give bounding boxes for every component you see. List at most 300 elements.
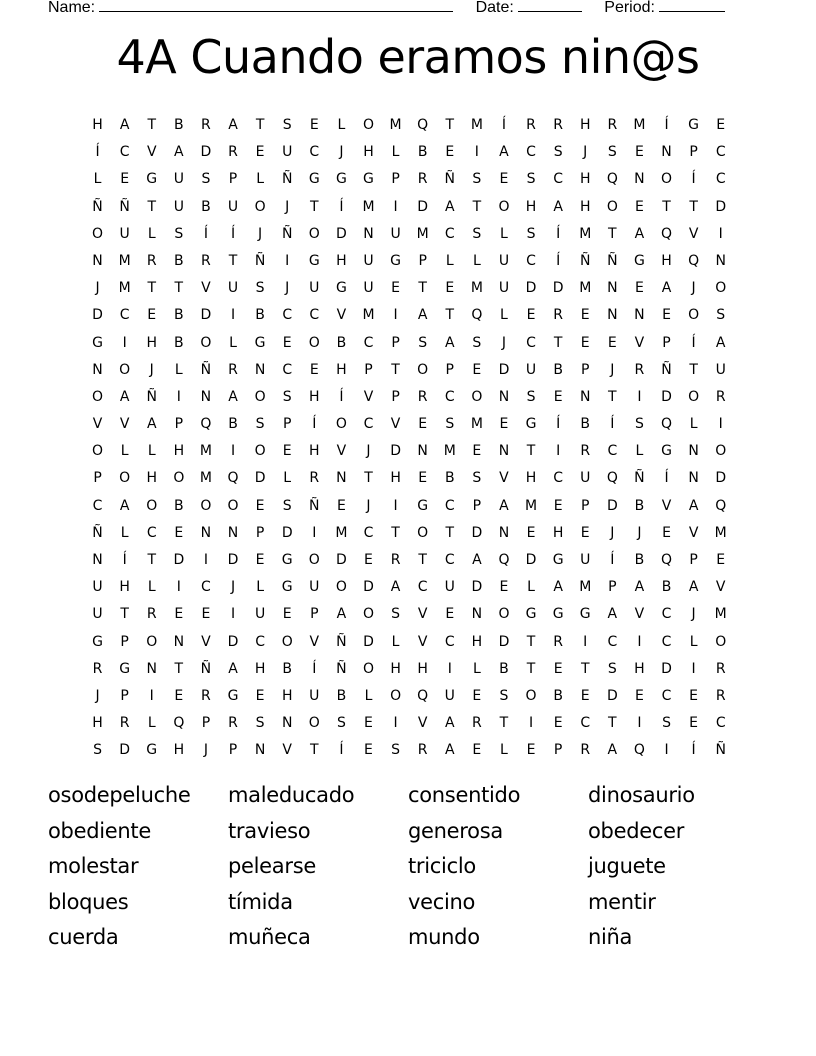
grid-cell[interactable]: E <box>553 497 563 514</box>
grid-cell[interactable]: E <box>499 171 509 188</box>
grid-cell[interactable]: H <box>390 660 401 677</box>
grid-cell[interactable]: V <box>417 606 428 623</box>
grid-cell[interactable]: T <box>526 633 536 650</box>
grid-cell[interactable]: U <box>92 579 103 596</box>
grid-cell[interactable]: Í <box>556 416 561 433</box>
grid-cell[interactable]: Q <box>606 171 618 188</box>
grid-cell[interactable]: C <box>661 687 672 704</box>
grid-cell[interactable]: B <box>336 687 347 704</box>
grid-cell[interactable]: O <box>308 552 320 568</box>
grid-cell[interactable]: Í <box>556 225 561 242</box>
grid-cell[interactable]: E <box>634 198 644 215</box>
grid-cell[interactable]: G <box>390 252 401 269</box>
grid-cell[interactable]: R <box>146 252 157 269</box>
grid-cell[interactable]: O <box>308 715 320 732</box>
grid-cell[interactable]: S <box>255 280 265 297</box>
grid-cell[interactable]: Ñ <box>281 225 293 242</box>
grid-cell[interactable]: E <box>391 280 400 297</box>
grid-cell[interactable]: H <box>119 579 130 596</box>
grid-cell[interactable]: I <box>718 416 723 433</box>
grid-cell[interactable]: B <box>282 660 292 677</box>
grid-cell[interactable]: T <box>255 117 265 133</box>
grid-cell[interactable]: U <box>363 252 374 269</box>
grid-cell[interactable]: U <box>227 280 239 297</box>
grid-cell[interactable]: U <box>444 579 455 596</box>
grid-cell[interactable]: Q <box>661 416 673 433</box>
grid-cell[interactable]: P <box>418 252 427 269</box>
grid-cell[interactable]: E <box>255 144 265 161</box>
grid-cell[interactable]: Ñ <box>119 198 130 215</box>
grid-cell[interactable]: A <box>499 497 509 514</box>
grid-cell[interactable]: Í <box>556 252 561 269</box>
grid-cell[interactable]: T <box>120 606 129 623</box>
grid-cell[interactable]: U <box>390 225 401 242</box>
grid-cell[interactable]: U <box>173 171 184 188</box>
grid-cell[interactable]: C <box>417 579 428 596</box>
grid-cell[interactable]: E <box>364 552 373 568</box>
grid-cell[interactable]: G <box>525 606 537 623</box>
grid-cell[interactable]: T <box>445 524 455 541</box>
grid-cell[interactable]: T <box>310 198 319 215</box>
grid-cell[interactable]: I <box>718 225 723 242</box>
grid-cell[interactable]: L <box>147 715 156 732</box>
grid-cell[interactable]: Q <box>471 307 483 324</box>
grid-cell[interactable]: C <box>363 524 374 541</box>
grid-cell[interactable]: T <box>147 280 157 297</box>
grid-cell[interactable]: D <box>336 552 347 568</box>
grid-cell[interactable]: I <box>474 144 479 161</box>
grid-cell[interactable]: E <box>472 742 482 759</box>
grid-cell[interactable]: E <box>526 742 536 759</box>
grid-cell[interactable]: N <box>607 280 618 297</box>
grid-cell[interactable]: E <box>174 606 184 623</box>
grid-cell[interactable]: E <box>201 606 211 623</box>
grid-cell[interactable]: O <box>254 388 266 405</box>
grid-cell[interactable]: D <box>227 633 239 650</box>
grid-cell[interactable]: D <box>525 280 537 297</box>
grid-cell[interactable]: I <box>203 552 208 568</box>
grid-cell[interactable]: J <box>501 334 507 351</box>
grid-cell[interactable]: H <box>281 687 293 704</box>
grid-cell[interactable]: A <box>499 144 509 161</box>
grid-cell[interactable]: M <box>416 225 429 242</box>
grid-cell[interactable]: Í <box>312 660 317 677</box>
grid-cell[interactable]: Í <box>339 742 344 759</box>
name-field-line[interactable] <box>99 0 453 12</box>
grid-cell[interactable]: A <box>444 742 455 759</box>
grid-cell[interactable]: H <box>525 470 537 487</box>
grid-cell[interactable]: P <box>228 171 238 188</box>
grid-cell[interactable]: M <box>579 579 592 596</box>
grid-cell[interactable]: E <box>580 524 590 541</box>
grid-cell[interactable]: O <box>308 334 320 351</box>
grid-cell[interactable]: E <box>255 552 265 568</box>
grid-cell[interactable]: L <box>120 524 129 541</box>
grid-cell[interactable]: B <box>174 117 184 133</box>
grid-cell[interactable]: R <box>201 252 211 269</box>
grid-cell[interactable]: M <box>118 280 131 297</box>
grid-cell[interactable]: O <box>200 334 212 351</box>
grid-cell[interactable]: V <box>634 334 645 351</box>
grid-cell[interactable]: Ñ <box>146 388 157 405</box>
grid-cell[interactable]: H <box>173 742 185 759</box>
grid-cell[interactable]: H <box>336 252 347 269</box>
grid-cell[interactable]: N <box>417 443 428 460</box>
grid-cell[interactable]: Ñ <box>309 497 320 514</box>
grid-cell[interactable]: S <box>662 715 671 732</box>
grid-cell[interactable]: I <box>528 715 534 732</box>
grid-cell[interactable]: E <box>526 307 536 324</box>
grid-cell[interactable]: C <box>255 633 265 650</box>
grid-cell[interactable]: L <box>500 225 508 242</box>
grid-cell[interactable]: Q <box>200 416 212 433</box>
grid-cell[interactable]: S <box>255 715 265 732</box>
grid-cell[interactable]: V <box>688 524 699 541</box>
grid-cell[interactable]: E <box>634 687 644 704</box>
grid-cell[interactable]: T <box>147 117 157 133</box>
grid-cell[interactable]: T <box>364 470 373 487</box>
grid-cell[interactable]: Í <box>501 117 507 133</box>
grid-cell[interactable]: A <box>444 198 455 215</box>
grid-cell[interactable]: T <box>228 252 238 269</box>
grid-cell[interactable]: P <box>282 416 292 433</box>
grid-cell[interactable]: V <box>92 416 103 433</box>
grid-cell[interactable]: P <box>553 742 563 759</box>
grid-cell[interactable]: T <box>445 117 455 133</box>
grid-cell[interactable]: T <box>608 715 617 732</box>
grid-cell[interactable]: U <box>580 552 591 568</box>
grid-cell[interactable]: V <box>499 470 509 487</box>
grid-cell[interactable]: A <box>228 660 238 677</box>
grid-cell[interactable]: U <box>227 198 239 215</box>
grid-cell[interactable]: Q <box>661 552 673 568</box>
grid-cell[interactable]: N <box>634 171 645 188</box>
grid-cell[interactable]: R <box>228 144 238 161</box>
grid-cell[interactable]: V <box>661 497 672 514</box>
grid-cell[interactable]: A <box>228 388 238 405</box>
period-field-line[interactable] <box>659 0 725 12</box>
grid-cell[interactable]: M <box>389 117 402 133</box>
grid-cell[interactable]: R <box>417 742 428 759</box>
grid-cell[interactable]: O <box>254 198 266 215</box>
grid-cell[interactable]: O <box>254 443 266 460</box>
grid-cell[interactable]: Ñ <box>715 742 726 759</box>
grid-cell[interactable]: E <box>282 443 292 460</box>
grid-cell[interactable]: P <box>608 579 617 596</box>
grid-cell[interactable]: Ñ <box>200 361 212 378</box>
grid-cell[interactable]: O <box>92 443 104 460</box>
grid-cell[interactable]: S <box>201 171 211 188</box>
grid-cell[interactable]: O <box>390 687 402 704</box>
grid-cell[interactable]: J <box>366 497 371 514</box>
grid-cell[interactable]: I <box>176 388 181 405</box>
grid-cell[interactable]: C <box>146 524 157 541</box>
grid-cell[interactable]: C <box>715 715 726 732</box>
grid-cell[interactable]: L <box>472 660 481 677</box>
grid-cell[interactable]: E <box>309 117 319 133</box>
grid-cell[interactable]: M <box>362 198 375 215</box>
grid-cell[interactable]: Q <box>606 470 618 487</box>
grid-cell[interactable]: O <box>281 633 293 650</box>
grid-cell[interactable]: N <box>688 470 699 487</box>
grid-cell[interactable]: Ñ <box>200 660 212 677</box>
grid-cell[interactable]: A <box>146 416 157 433</box>
grid-cell[interactable]: G <box>308 171 320 188</box>
grid-cell[interactable]: H <box>634 660 645 677</box>
grid-cell[interactable]: M <box>714 606 727 623</box>
grid-cell[interactable]: A <box>390 579 401 596</box>
grid-cell[interactable]: T <box>499 715 509 732</box>
grid-cell[interactable]: R <box>607 117 618 133</box>
grid-cell[interactable]: D <box>200 307 212 324</box>
grid-cell[interactable]: T <box>553 334 563 351</box>
grid-cell[interactable]: T <box>418 280 427 297</box>
grid-cell[interactable]: D <box>173 552 185 568</box>
grid-cell[interactable]: C <box>526 334 536 351</box>
grid-cell[interactable]: V <box>634 606 645 623</box>
grid-cell[interactable]: D <box>661 388 672 405</box>
grid-cell[interactable]: C <box>119 144 130 161</box>
grid-cell[interactable]: R <box>417 171 428 188</box>
grid-cell[interactable]: R <box>309 470 320 487</box>
grid-cell[interactable]: A <box>553 198 563 215</box>
grid-cell[interactable]: D <box>281 524 293 541</box>
grid-cell[interactable]: G <box>146 742 158 759</box>
grid-cell[interactable]: T <box>662 198 671 215</box>
grid-cell[interactable]: D <box>552 280 564 297</box>
grid-cell[interactable]: S <box>472 334 482 351</box>
grid-cell[interactable]: L <box>93 171 102 188</box>
grid-cell[interactable]: Í <box>203 225 208 242</box>
grid-cell[interactable]: G <box>335 280 347 297</box>
grid-cell[interactable]: Í <box>230 225 236 242</box>
grid-cell[interactable]: A <box>417 307 428 324</box>
grid-cell[interactable]: D <box>606 497 618 514</box>
grid-cell[interactable]: L <box>147 579 156 596</box>
grid-cell[interactable]: Q <box>417 117 429 133</box>
grid-cell[interactable]: P <box>472 497 482 514</box>
grid-cell[interactable]: U <box>498 280 510 297</box>
grid-cell[interactable]: R <box>92 660 103 677</box>
grid-cell[interactable]: E <box>689 715 699 732</box>
grid-cell[interactable]: O <box>715 280 727 297</box>
grid-cell[interactable]: V <box>390 416 401 433</box>
grid-cell[interactable]: C <box>661 633 672 650</box>
grid-cell[interactable]: M <box>470 117 483 133</box>
grid-cell[interactable]: L <box>147 443 156 460</box>
grid-cell[interactable]: B <box>661 579 672 596</box>
grid-cell[interactable]: D <box>715 198 727 215</box>
grid-cell[interactable]: E <box>147 307 157 324</box>
grid-cell[interactable]: S <box>93 742 102 759</box>
grid-cell[interactable]: G <box>281 579 293 596</box>
grid-cell[interactable]: S <box>391 606 401 623</box>
grid-cell[interactable]: L <box>120 443 129 460</box>
grid-cell[interactable]: B <box>634 497 645 514</box>
grid-cell[interactable]: E <box>553 660 563 677</box>
grid-cell[interactable]: N <box>471 606 483 623</box>
grid-cell[interactable]: P <box>581 497 590 514</box>
grid-cell[interactable]: Ñ <box>661 361 672 378</box>
grid-cell[interactable]: N <box>92 552 103 568</box>
grid-cell[interactable]: I <box>393 497 398 514</box>
grid-cell[interactable]: O <box>362 117 374 133</box>
grid-cell[interactable]: Í <box>339 198 344 215</box>
grid-cell[interactable]: M <box>579 225 592 242</box>
grid-cell[interactable]: E <box>716 552 726 568</box>
grid-cell[interactable]: S <box>526 171 536 188</box>
grid-cell[interactable]: G <box>552 606 564 623</box>
grid-cell[interactable]: E <box>255 687 265 704</box>
grid-cell[interactable]: D <box>390 443 401 460</box>
grid-cell[interactable]: R <box>146 606 157 623</box>
grid-cell[interactable]: E <box>499 416 509 433</box>
grid-cell[interactable]: E <box>689 687 699 704</box>
grid-cell[interactable]: S <box>499 687 509 704</box>
grid-cell[interactable]: T <box>526 443 536 460</box>
grid-cell[interactable]: S <box>282 388 292 405</box>
grid-cell[interactable]: Í <box>339 388 344 405</box>
grid-cell[interactable]: L <box>689 416 698 433</box>
grid-cell[interactable]: N <box>281 715 293 732</box>
grid-cell[interactable]: T <box>608 388 617 405</box>
grid-cell[interactable]: H <box>579 198 591 215</box>
grid-cell[interactable]: D <box>200 144 212 161</box>
grid-cell[interactable]: V <box>336 307 347 324</box>
grid-cell[interactable]: U <box>498 252 510 269</box>
grid-cell[interactable]: S <box>255 416 265 433</box>
grid-cell[interactable]: C <box>444 497 455 514</box>
grid-cell[interactable]: A <box>634 579 645 596</box>
grid-cell[interactable]: I <box>230 443 236 460</box>
grid-cell[interactable]: U <box>254 606 266 623</box>
grid-cell[interactable]: I <box>122 334 127 351</box>
grid-cell[interactable]: G <box>579 606 591 623</box>
grid-cell[interactable]: N <box>661 144 672 161</box>
grid-cell[interactable]: L <box>283 470 292 487</box>
grid-cell[interactable]: P <box>228 742 238 759</box>
grid-cell[interactable]: P <box>581 361 590 378</box>
grid-cell[interactable]: J <box>691 606 696 623</box>
grid-cell[interactable]: O <box>525 687 537 704</box>
grid-cell[interactable]: J <box>149 361 154 378</box>
grid-cell[interactable]: O <box>335 579 347 596</box>
grid-cell[interactable]: C <box>526 144 536 161</box>
grid-cell[interactable]: O <box>227 497 239 514</box>
grid-cell[interactable]: R <box>553 633 563 650</box>
grid-cell[interactable]: O <box>688 307 700 324</box>
grid-cell[interactable]: M <box>525 497 538 514</box>
grid-cell[interactable]: N <box>146 660 157 677</box>
grid-cell[interactable]: B <box>174 334 184 351</box>
grid-cell[interactable]: T <box>418 552 427 568</box>
grid-cell[interactable]: N <box>227 524 239 541</box>
grid-cell[interactable]: S <box>472 470 482 487</box>
grid-cell[interactable]: U <box>282 144 293 161</box>
grid-cell[interactable]: I <box>691 660 696 677</box>
grid-cell[interactable]: P <box>391 171 400 188</box>
grid-cell[interactable]: D <box>606 687 618 704</box>
grid-cell[interactable]: S <box>716 307 726 324</box>
grid-cell[interactable]: I <box>285 252 290 269</box>
grid-cell[interactable]: C <box>661 606 672 623</box>
grid-cell[interactable]: T <box>689 198 698 215</box>
grid-cell[interactable]: A <box>119 388 130 405</box>
grid-cell[interactable]: N <box>715 252 726 269</box>
grid-cell[interactable]: I <box>393 307 398 324</box>
grid-cell[interactable]: O <box>715 633 727 650</box>
grid-cell[interactable]: D <box>417 198 429 215</box>
grid-cell[interactable]: E <box>634 280 644 297</box>
grid-cell[interactable]: L <box>229 334 237 351</box>
grid-cell[interactable]: I <box>393 715 398 732</box>
grid-cell[interactable]: D <box>336 225 347 242</box>
grid-cell[interactable]: G <box>92 633 103 650</box>
grid-cell[interactable]: U <box>715 361 726 378</box>
grid-cell[interactable]: E <box>472 361 482 378</box>
grid-cell[interactable]: D <box>661 660 672 677</box>
grid-cell[interactable]: N <box>254 742 266 759</box>
grid-cell[interactable]: L <box>500 307 508 324</box>
grid-cell[interactable]: A <box>472 552 482 568</box>
grid-cell[interactable]: U <box>363 280 374 297</box>
grid-cell[interactable]: M <box>470 416 483 433</box>
grid-cell[interactable]: I <box>637 715 642 732</box>
grid-cell[interactable]: L <box>445 252 454 269</box>
grid-cell[interactable]: J <box>285 280 290 297</box>
grid-cell[interactable]: D <box>525 552 537 568</box>
grid-cell[interactable]: T <box>445 307 455 324</box>
grid-cell[interactable]: S <box>472 225 482 242</box>
grid-cell[interactable]: T <box>526 660 536 677</box>
grid-cell[interactable]: E <box>472 443 482 460</box>
grid-cell[interactable]: B <box>499 660 509 677</box>
grid-cell[interactable]: Í <box>610 416 615 433</box>
grid-cell[interactable]: M <box>579 280 592 297</box>
grid-cell[interactable]: E <box>364 715 373 732</box>
grid-cell[interactable]: N <box>254 361 266 378</box>
grid-cell[interactable]: A <box>444 334 455 351</box>
grid-cell[interactable]: P <box>662 334 671 351</box>
grid-cell[interactable]: S <box>282 497 292 514</box>
grid-cell[interactable]: E <box>336 497 346 514</box>
grid-cell[interactable]: U <box>173 198 184 215</box>
grid-cell[interactable]: A <box>715 334 726 351</box>
grid-cell[interactable]: E <box>580 334 590 351</box>
grid-cell[interactable]: O <box>119 470 131 487</box>
grid-cell[interactable]: R <box>634 361 645 378</box>
grid-cell[interactable]: J <box>95 687 100 704</box>
grid-cell[interactable]: R <box>390 552 401 568</box>
grid-cell[interactable]: N <box>92 361 103 378</box>
grid-cell[interactable]: C <box>580 715 591 732</box>
grid-cell[interactable]: R <box>526 117 536 133</box>
grid-cell[interactable]: L <box>391 633 400 650</box>
grid-cell[interactable]: Í <box>664 470 669 487</box>
grid-cell[interactable]: A <box>444 715 455 732</box>
grid-cell[interactable]: V <box>688 225 699 242</box>
grid-cell[interactable]: D <box>498 361 510 378</box>
grid-cell[interactable]: Q <box>715 497 727 514</box>
grid-cell[interactable]: H <box>146 334 157 351</box>
grid-cell[interactable]: G <box>688 117 700 133</box>
grid-cell[interactable]: L <box>256 171 265 188</box>
grid-cell[interactable]: M <box>118 252 131 269</box>
grid-cell[interactable]: L <box>527 579 535 596</box>
grid-cell[interactable]: L <box>147 225 156 242</box>
grid-cell[interactable]: T <box>391 361 400 378</box>
grid-cell[interactable]: I <box>664 742 669 759</box>
